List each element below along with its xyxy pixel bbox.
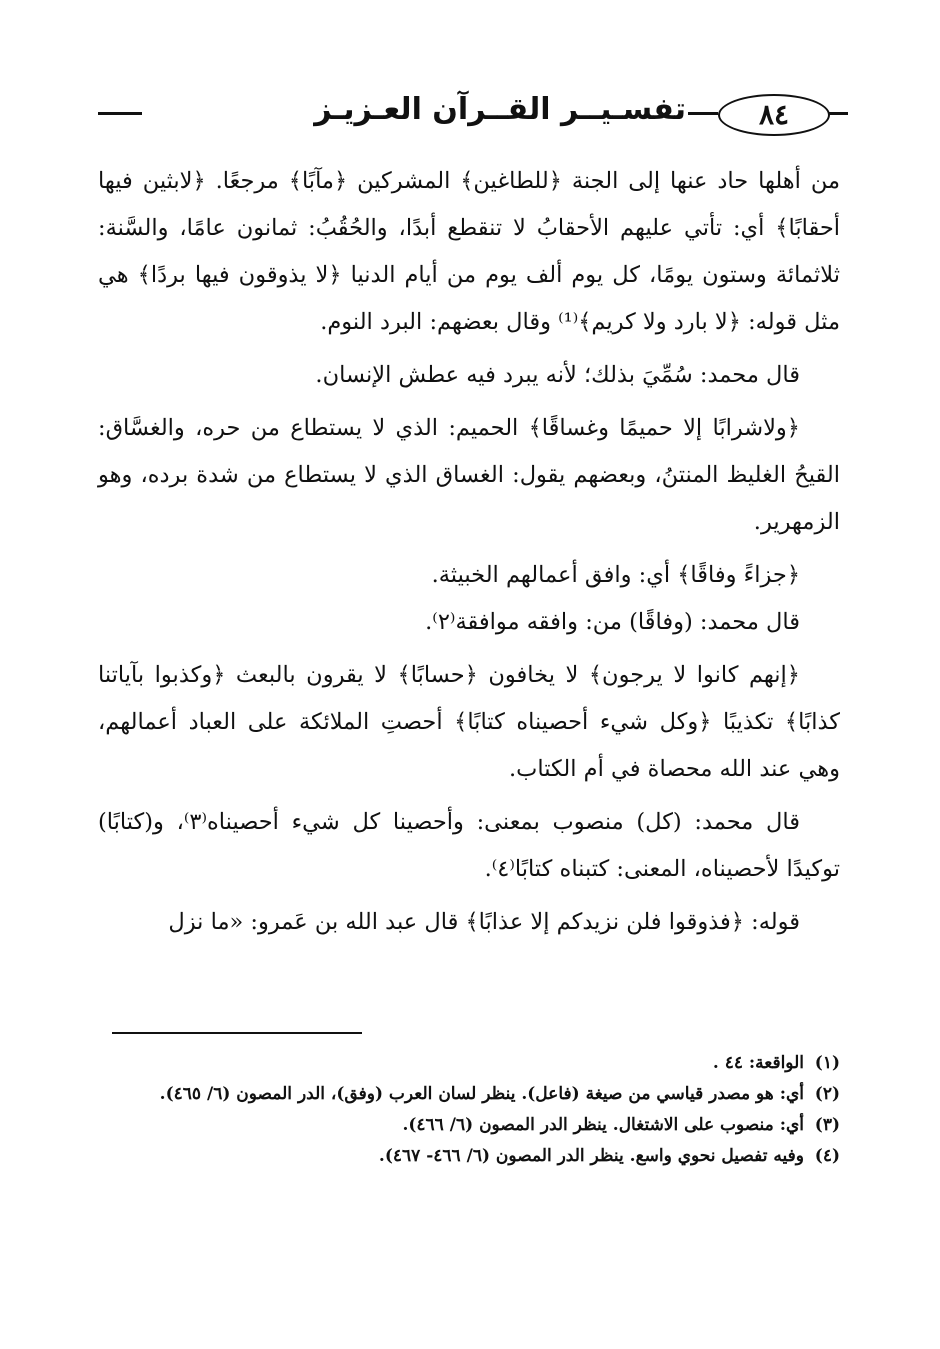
paragraph: ﴿إنهم كانوا لا يرجون﴾ لا يخافون ﴿حسابًا﴾ لا يقرون بالبعث ﴿وكذبوا بآياتنا كذابًا﴾ تكذيبًا ﴿وكل شيء أحصيناه كتابًا﴾ أحصتِ الملائكة على العباد أعمالهم، وهي عند الله محصاة في أم الكتاب.: [98, 662, 840, 782]
footnote-item: [98, 1110, 840, 1141]
footnote-item: [98, 1048, 840, 1079]
footnote-text: أي: منصوب على الاشتغال. ينظر الدر المصون (٦/ ٤٦٦).: [402, 1115, 804, 1135]
footnote-number: (٣): [814, 1115, 840, 1135]
footnote-item: [98, 1079, 840, 1110]
footnote-number: (١): [814, 1053, 840, 1073]
footnotes: [98, 1048, 840, 1172]
book-title: تفسـيــر القــرآن العـزيـز: [314, 92, 686, 127]
footnote-text: الواقعة: ٤٤ .: [712, 1053, 804, 1073]
paragraph: ﴿ولاشرابًا إلا حميمًا وغساقًا﴾ الحميم: الذي لا يستطاع من حره، والغسَّاق: القيحُ الغليظ المنتنُ، وبعضهم يقول: الغساق الذي لا يستطاع من شدة برده، وهو الزمهرير.: [98, 415, 840, 535]
paragraph: قال محمد: (كل) منصوب بمعنى: وأحصينا كل شيء أحصيناه⁽٣⁾، و(كتابًا) توكيدًا لأحصيناه، المعنى: كتبناه كتابًا⁽٤⁾.: [98, 809, 840, 882]
paragraph: قال محمد: سُمِّيَ بذلك؛ لأنه يبرد فيه عطش الإنسان.: [315, 362, 800, 388]
footnote-number: (٢): [814, 1084, 840, 1104]
footnote-item: [98, 1141, 840, 1172]
footnote-text: وفيه تفصيل نحوي واسع. ينظر الدر المصون (٦/ ٤٦٦- ٤٦٧).: [378, 1146, 804, 1166]
main-text: [98, 158, 840, 946]
footnote-number: (٤): [814, 1146, 840, 1166]
paragraph: ﴿جزاءً وفاقًا﴾ أي: وافق أعمالهم الخبيثة.: [431, 562, 800, 588]
footnote-separator: [112, 1032, 362, 1034]
header-rule-right: [828, 112, 848, 115]
page-header: [96, 88, 842, 144]
paragraph: قوله: ﴿فذوقوا فلن نزيدكم إلا عذابًا﴾ قال عبد الله بن عَمرو: «ما نزل: [168, 909, 800, 935]
paragraph: قال محمد: (وفاقًا) من: وافقه موافقة⁽٢⁾.: [425, 609, 800, 635]
header-rule-left: [98, 112, 142, 115]
footnote-text: أي: هو مصدر قياسي من صيغة (فاعل). ينظر لسان العرب (وفق)، الدر المصون (٦/ ٤٦٥).: [159, 1084, 804, 1104]
paragraph: من أهلها حاد عنها إلى الجنة ﴿للطاغين﴾ المشركين ﴿مآبًا﴾ مرجعًا. ﴿لابثين فيها أحقابًا﴾ أي: تأتي عليهم الأحقابُ لا تنقطع أبدًا، والحُقُبُ: ثمانون عامًا، والسَّنة: ثلاثمائة وستون يومًا، كل يوم ألف يوم من أيام الدنيا ﴿لا يذوقون فيها بردًا﴾ هي مثل قوله: ﴿لا بارد ولا كريم﴾⁽¹⁾ وقال بعضهم: البرد النوم.: [98, 168, 840, 335]
page-number: ٨٤: [718, 94, 830, 136]
header-rule-middle: [688, 112, 718, 115]
